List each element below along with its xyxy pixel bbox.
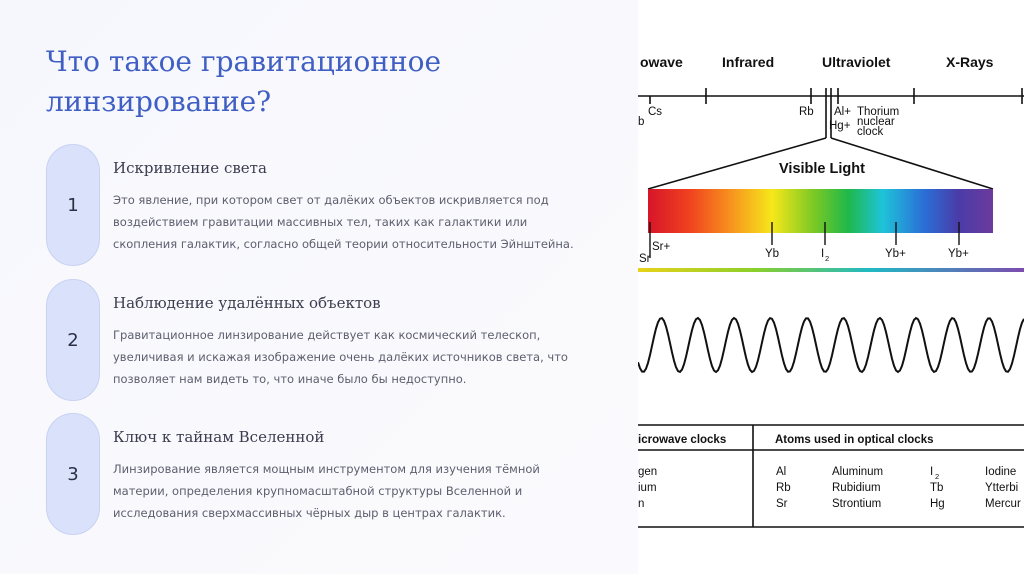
- step-description: Это явление, при котором свет от далёких объектов искривляется под воздействием гравитации массивных тел, таких как галактики или скопления галактик, согласно общей теории относительности Эйнштейна.: [113, 193, 574, 251]
- step-heading: Ключ к тайнам Вселенной: [113, 428, 325, 446]
- table-symbol: Al: [776, 466, 787, 478]
- label-yb-plus-2: Yb+: [948, 248, 969, 260]
- band-label-ultraviolet: Ultraviolet: [822, 54, 891, 70]
- label-yb: Yb: [765, 248, 780, 260]
- step-number-pill: [46, 413, 100, 535]
- table-symbol: Sr: [776, 498, 788, 510]
- table-header-right: Atoms used in optical clocks: [775, 434, 934, 446]
- step-description: Гравитационное линзирование действует как космический телескоп, увеличивая и искажая изображение очень далёких источников света, что позволяет нам видеть то, что иначе было бы недоступно.: [113, 328, 568, 386]
- waveform: [638, 318, 1024, 372]
- spectrum-strip: [638, 268, 1024, 272]
- slide-title: Что такое гравитационное линзирование?: [46, 45, 442, 118]
- step-2: [46, 279, 626, 401]
- step-number-pill: [46, 144, 100, 266]
- table-element-name-2: Ytterbi: [985, 482, 1019, 494]
- band-label-xrays: X-Rays: [946, 54, 994, 70]
- visible-spectrum-bar: [648, 189, 993, 233]
- label-i2-subscript: 2: [825, 254, 830, 263]
- label-sr: Sr: [639, 253, 651, 265]
- table-left-cell: ium: [638, 482, 657, 494]
- table-symbol-2: Tb: [930, 482, 944, 494]
- spectrum-diagram: [638, 0, 1024, 574]
- label-al: Al+: [834, 106, 851, 118]
- step-number-pill: [46, 279, 100, 401]
- band-label-microwave: owave: [640, 54, 683, 70]
- step-description: Линзирование является мощным инструментом для изучения тёмной материи, определения крупномасштабной структуры Вселенной и исследования сверхмассивных чёрных дыр в центрах галактик.: [113, 462, 540, 520]
- label-clock: clock: [857, 126, 884, 138]
- clocks-table: [638, 425, 1024, 527]
- table-symbol-2: Hg: [930, 498, 945, 510]
- table-element-name-2: Iodine: [985, 466, 1017, 478]
- step-number: 2: [67, 329, 79, 351]
- table-element-name: Aluminum: [832, 466, 884, 478]
- table-symbol: Rb: [776, 482, 791, 494]
- step-number: 3: [67, 463, 79, 485]
- label-hg: Hg+: [829, 120, 851, 132]
- step-number: 1: [67, 194, 79, 216]
- step-1: [46, 144, 626, 266]
- label-rb: Rb: [799, 106, 814, 118]
- table-header-left: icrowave clocks: [638, 434, 727, 446]
- step-heading: Искривление света: [113, 159, 267, 177]
- visible-light-label: Visible Light: [779, 161, 865, 177]
- label-b: b: [638, 116, 645, 128]
- table-symbol-2: I: [930, 466, 934, 478]
- label-nuclear: nuclear: [857, 116, 895, 128]
- label-sr-plus: Sr+: [652, 241, 671, 253]
- table-element-name-2: Mercur: [985, 498, 1021, 510]
- step-3: [46, 413, 626, 535]
- spectrum-figure: [638, 0, 1024, 574]
- band-label-infrared: Infrared: [722, 54, 775, 70]
- table-element-name: Strontium: [832, 498, 882, 510]
- table-left-cell: gen: [638, 466, 658, 478]
- label-yb-plus-1: Yb+: [885, 248, 906, 260]
- label-i2: I: [821, 248, 825, 260]
- step-heading: Наблюдение удалённых объектов: [113, 294, 381, 312]
- table-left-cell: n: [638, 498, 645, 510]
- table-symbol-2-subscript: 2: [935, 472, 940, 481]
- label-thorium: Thorium: [857, 106, 900, 118]
- table-element-name: Rubidium: [832, 482, 881, 494]
- label-cs: Cs: [648, 106, 663, 118]
